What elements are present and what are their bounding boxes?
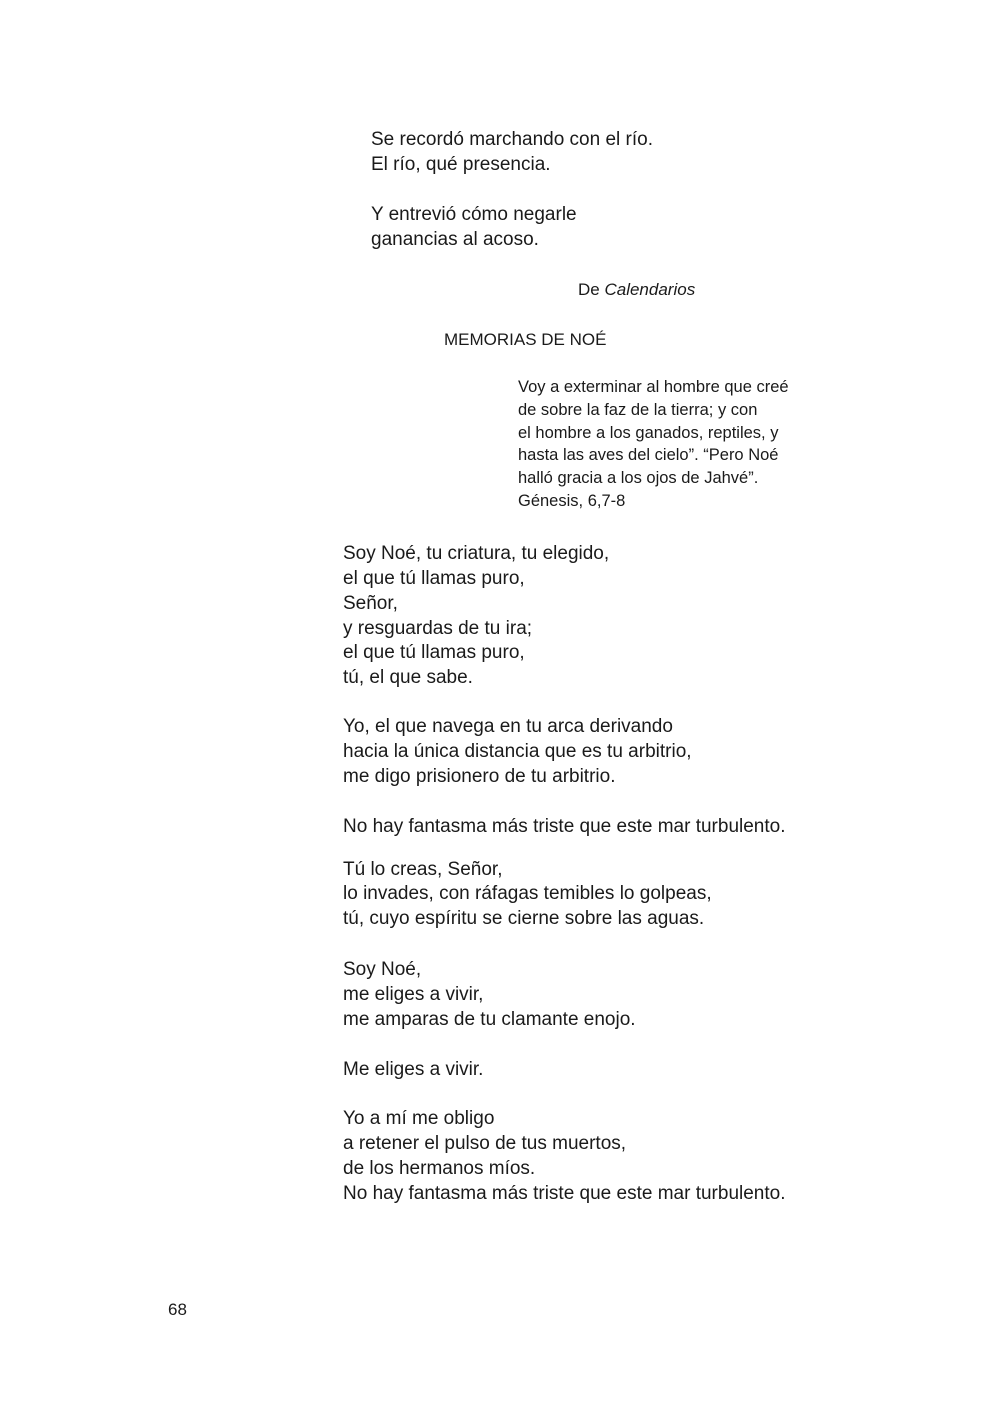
verse-line: Señor, xyxy=(343,593,398,614)
source-book: Calendarios xyxy=(604,280,696,299)
epigraph-line: el hombre a los ganados, reptiles, y xyxy=(518,424,779,442)
poem-title: MEMORIAS DE NOÉ xyxy=(444,330,607,349)
verse-line: el que tú llamas puro, xyxy=(343,642,525,663)
page-number: 68 xyxy=(168,1300,187,1319)
verse-line: lo invades, con ráfagas temibles lo golpeas, xyxy=(343,883,712,904)
verse-line: Soy Noé, tu criatura, tu elegido, xyxy=(343,543,610,564)
verse-line: tú, el que sabe. xyxy=(343,667,473,688)
verse-line: a retener el pulso de tus muertos, xyxy=(343,1133,627,1154)
epigraph-line: halló gracia a los ojos de Jahvé”. xyxy=(518,469,759,487)
verse-line: Tú lo creas, Señor, xyxy=(343,859,503,880)
epigraph-line: Voy a exterminar al hombre que creé xyxy=(518,378,789,396)
verse-line: Yo a mí me obligo xyxy=(343,1108,495,1129)
source-prefix: De xyxy=(578,280,600,299)
verse-line: Se recordó marchando con el río. xyxy=(371,129,653,150)
verse-line: hacia la única distancia que es tu arbitrio, xyxy=(343,741,692,762)
verse-line: El río, qué presencia. xyxy=(371,154,551,175)
verse-line: No hay fantasma más triste que este mar turbulento. xyxy=(343,816,786,837)
epigraph-line: de sobre la faz de la tierra; y con xyxy=(518,401,758,419)
verse-line: tú, cuyo espíritu se cierne sobre las aguas. xyxy=(343,908,705,929)
verse-line: el que tú llamas puro, xyxy=(343,568,525,589)
verse-line: me digo prisionero de tu arbitrio. xyxy=(343,766,616,787)
verse-line: me amparas de tu clamante enojo. xyxy=(343,1009,636,1030)
verse-line: y resguardas de tu ira; xyxy=(343,618,533,639)
epigraph-line: hasta las aves del cielo”. “Pero Noé xyxy=(518,446,779,464)
source-attribution xyxy=(578,277,695,302)
epigraph-reference: Génesis, 6,7-8 xyxy=(518,492,626,510)
verse-line: Yo, el que navega en tu arca derivando xyxy=(343,716,673,737)
verse-line: Y entrevió cómo negarle xyxy=(371,204,577,225)
verse-line: ganancias al acoso. xyxy=(371,229,539,250)
verse-line: de los hermanos míos. xyxy=(343,1158,536,1179)
verse-line: No hay fantasma más triste que este mar turbulento. xyxy=(343,1183,786,1204)
verse-line: me eliges a vivir, xyxy=(343,984,484,1005)
verse-line: Soy Noé, xyxy=(343,959,422,980)
verse-line: Me eliges a vivir. xyxy=(343,1059,484,1080)
